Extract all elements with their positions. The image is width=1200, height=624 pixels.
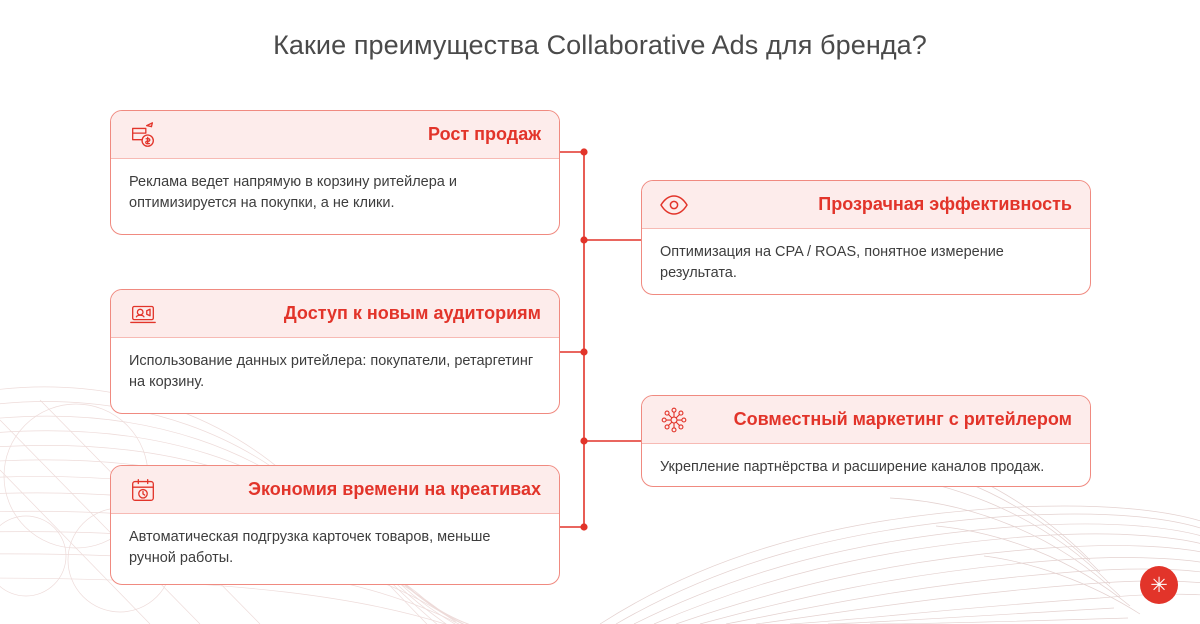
calendar-clock-icon bbox=[127, 474, 159, 506]
laptop-audience-icon bbox=[127, 298, 159, 330]
card-body: Автоматическая подгрузка карточек товаров, меньше ручной работы. bbox=[129, 529, 491, 567]
benefit-card-audiences[interactable] bbox=[110, 289, 560, 414]
card-header bbox=[111, 466, 559, 514]
money-chart-icon bbox=[127, 119, 159, 151]
page-title: Какие преимущества Collaborative Ads для бренда? bbox=[273, 30, 927, 60]
benefit-card-sales[interactable] bbox=[110, 110, 560, 235]
card-header bbox=[642, 181, 1090, 229]
eye-icon bbox=[658, 189, 690, 221]
card-body: Оптимизация на CPA / ROAS, понятное измерение результата. bbox=[660, 244, 1004, 282]
card-title: Экономия времени на креативах bbox=[248, 479, 541, 500]
card-body: Реклама ведет напрямую в корзину ритейлера и оптимизируется на покупки, а не клики. bbox=[129, 174, 457, 212]
benefit-card-time[interactable] bbox=[110, 465, 560, 585]
card-header bbox=[111, 111, 559, 159]
logo-badge[interactable] bbox=[1140, 566, 1178, 604]
card-header bbox=[111, 290, 559, 338]
card-title: Доступ к новым аудиториям bbox=[283, 303, 541, 324]
benefit-card-efficiency[interactable] bbox=[641, 180, 1091, 295]
asterisk-icon: ✳ bbox=[1150, 573, 1168, 597]
card-title: Совместный маркетинг с ритейлером bbox=[733, 409, 1072, 430]
card-title: Прозрачная эффективность bbox=[818, 194, 1072, 215]
benefit-card-marketing[interactable] bbox=[641, 395, 1091, 487]
network-nodes-icon bbox=[658, 404, 690, 436]
card-body: Использование данных ритейлера: покупатели, ретаргетинг на корзину. bbox=[129, 353, 534, 391]
card-body: Укрепление партнёрства и расширение каналов продаж. bbox=[660, 459, 1045, 475]
card-header bbox=[642, 396, 1090, 444]
card-title: Рост продаж bbox=[428, 124, 541, 145]
